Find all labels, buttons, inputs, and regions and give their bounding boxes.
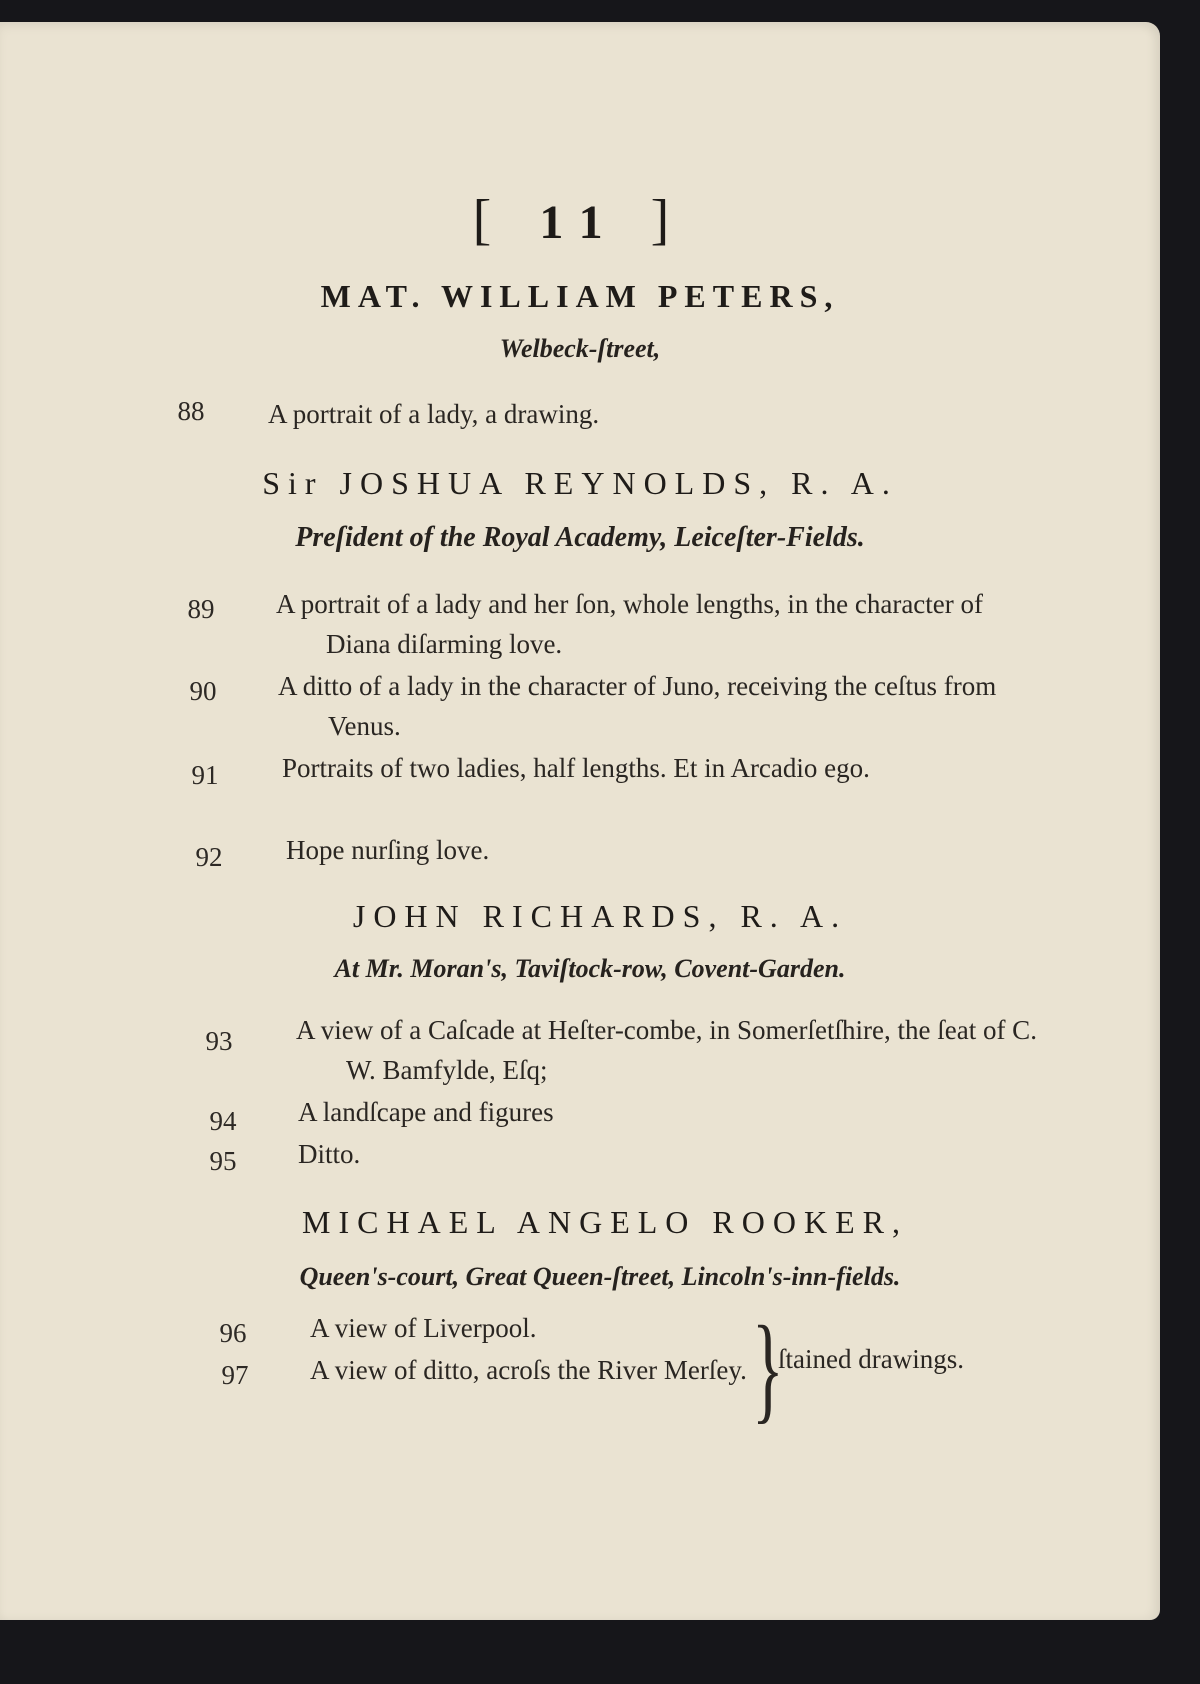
curly-brace-icon: } (752, 1301, 784, 1434)
entry-text: A view of a Caſcade at Heſter-combe, in Somerſetſhire, the ſeat of C. W. Bamfylde, Eſq; (296, 1015, 1037, 1085)
artist-address-rooker: Queen's-court, Great Queen-ſtreet, Lincoln's-inn-fields. (299, 1262, 901, 1291)
left-bracket: [ (472, 189, 510, 251)
right-bracket: ] (650, 189, 688, 251)
entry-number: 89 (187, 594, 215, 624)
artist-heading-richards: JOHN RICHARDS, R. A. (352, 898, 848, 934)
entry-text: A view of ditto, acroſs the River Merſey. (310, 1355, 747, 1385)
entry-number: 90 (189, 676, 217, 706)
entry-number: 97 (221, 1360, 249, 1390)
entry-number: 93 (205, 1026, 233, 1056)
entry-text: Hope nurſing love. (286, 835, 490, 865)
entry-number: 96 (219, 1318, 247, 1348)
brace-label: ſtained drawings. (778, 1344, 964, 1374)
entry-text: A landſcape and figures (298, 1097, 554, 1127)
entry-text: Portraits of two ladies, half lengths. Et in Arcadio ego. (282, 753, 870, 783)
entry-number: 95 (209, 1146, 237, 1176)
artist-address-reynolds: Preſident of the Royal Academy, Leiceſter-Fields. (295, 522, 865, 553)
entry-number: 88 (177, 396, 205, 426)
artist-heading-peters: MAT. WILLIAM PETERS, (320, 278, 840, 314)
artist-address-richards: At Mr. Moran's, Taviſtock-row, Covent-Garden. (334, 954, 846, 983)
entry-number: 92 (195, 842, 223, 872)
entry-text: A portrait of a lady and her ſon, whole lengths, in the character of Diana diſarming love. (276, 589, 984, 659)
entry-text: A ditto of a lady in the character of Juno, receiving the ceſtus from Venus. (278, 671, 997, 741)
artist-heading-reynolds: Sir JOSHUA REYNOLDS, R. A. (262, 465, 898, 501)
entry-number: 94 (209, 1106, 237, 1136)
page-number-value: 11 (539, 196, 621, 249)
entry-text: Ditto. (298, 1139, 361, 1169)
entry-text: A portrait of a lady, a drawing. (268, 399, 600, 429)
page-number (0, 188, 1160, 252)
artist-heading-rooker: MICHAEL ANGELO ROOKER, (302, 1204, 908, 1240)
entry-number: 91 (191, 760, 219, 790)
artist-address-peters: Welbeck-ſtreet, (499, 334, 661, 363)
entry-text: A view of Liverpool. (310, 1313, 537, 1343)
